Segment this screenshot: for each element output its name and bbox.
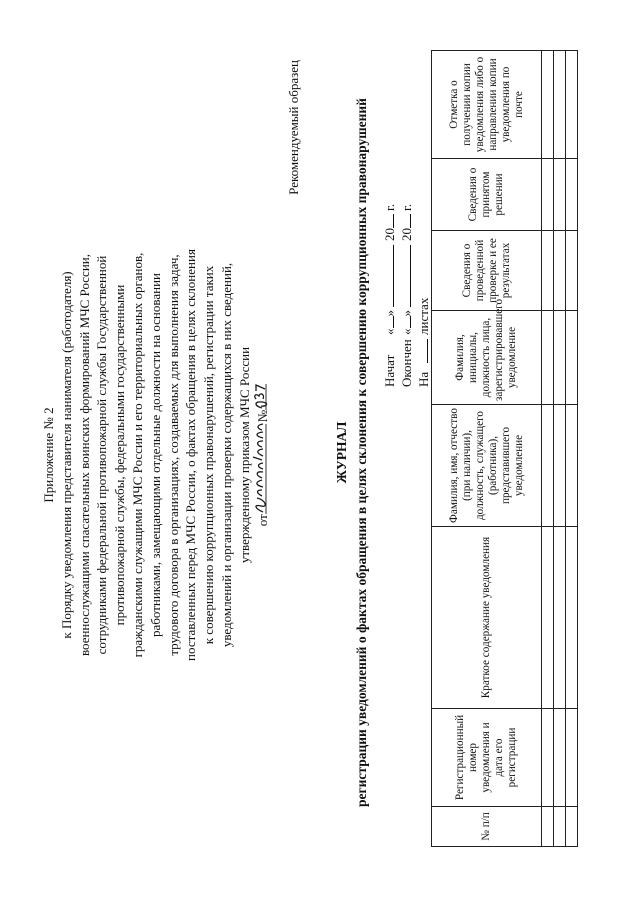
journal-table	[431, 50, 578, 847]
close-quote: »	[399, 310, 414, 317]
order-prefix: от	[254, 514, 270, 527]
table-cell[interactable]	[566, 231, 578, 311]
appendix-line: утвержденному приказом МЧС России	[236, 346, 252, 564]
day-blank	[381, 317, 394, 329]
table-cell[interactable]	[542, 807, 554, 847]
table-cell[interactable]	[554, 405, 566, 527]
table-cell[interactable]	[566, 807, 578, 847]
appendix-line: уведомлений и организации проверки содержащихся в них сведений,	[218, 262, 234, 648]
appendix-line: поставленных перед МЧС России, о фактах обращения в целях склонения	[183, 249, 199, 661]
appendix-line: Приложение № 2	[41, 407, 56, 503]
end-date-row	[398, 204, 415, 387]
column-header-registration: Регистрационный номер уведомления и дата его регистрации	[432, 709, 542, 807]
journal-title: ЖУРНАЛ	[334, 421, 349, 484]
table-cell[interactable]	[566, 405, 578, 527]
handwritten-order-date	[254, 422, 269, 514]
appendix-line: сотрудниками федеральной противопожарной службы Государственной	[94, 255, 110, 655]
table-cell[interactable]	[566, 709, 578, 807]
year-suffix: г.	[399, 203, 414, 211]
appendix-line: к Порядку уведомления представителя нанимателя (работодателя)	[58, 271, 74, 639]
table-cell[interactable]	[554, 709, 566, 807]
recommended-sample-label: Рекомендуемый образец	[286, 60, 301, 195]
table-cell[interactable]	[566, 159, 578, 231]
column-header-decision: Сведения о принятом решении	[432, 159, 542, 231]
table-cell[interactable]	[542, 527, 554, 709]
table-cell[interactable]	[554, 527, 566, 709]
year-blank	[398, 214, 411, 228]
table-cell[interactable]	[542, 311, 554, 405]
table-header-row	[432, 51, 542, 847]
column-header-summary: Краткое содержание уведомления	[432, 527, 542, 709]
century-text: 20	[399, 228, 414, 241]
sheets-suffix: листах	[416, 297, 431, 335]
table-cell[interactable]	[554, 807, 566, 847]
appendix-line: к совершению коррупционных правонарушений, регистрации таких	[201, 265, 217, 645]
appendix-line: работниками, замещающими отдельные должности на основании	[147, 273, 163, 638]
sheets-count-blank	[415, 339, 428, 363]
sheets-label: На	[416, 371, 431, 387]
table-cell[interactable]	[566, 51, 578, 159]
order-number-sign: №	[254, 409, 270, 423]
table-cell[interactable]	[542, 51, 554, 159]
journal-subtitle: регистрации уведомлений о фактах обращения в целях склонения к совершению коррупционных правонарушений	[354, 98, 369, 807]
table-cell[interactable]	[542, 405, 554, 527]
open-quote: «	[382, 328, 397, 335]
appendix-header	[40, 25, 271, 885]
start-date-row	[381, 204, 398, 387]
year-suffix: г.	[382, 203, 397, 211]
order-reference	[254, 25, 272, 885]
column-header-registrar: Фамилия, инициалы, должность лица, зарегистрировавшего уведомление	[432, 311, 542, 405]
handwritten-order-number	[254, 384, 269, 410]
column-header-inspection: Сведения о проведенной проверке и ее результатах	[432, 231, 542, 311]
table-cell[interactable]	[542, 709, 554, 807]
table-row	[554, 51, 566, 847]
month-blank	[398, 245, 411, 307]
table-cell[interactable]	[554, 159, 566, 231]
table-cell[interactable]	[554, 231, 566, 311]
appendix-line: трудового договора в организациях, создаваемых для выполнения задач,	[165, 254, 181, 656]
year-blank	[381, 214, 394, 228]
table-cell[interactable]	[542, 159, 554, 231]
table-row	[566, 51, 578, 847]
table-cell[interactable]	[554, 51, 566, 159]
close-quote: »	[382, 310, 397, 317]
journal-dates-block	[381, 204, 432, 387]
column-header-copy-mark: Отметка о получении копии уведомления либо о направлении копии уведомления по почте	[432, 51, 542, 159]
table-cell[interactable]	[542, 231, 554, 311]
month-blank	[381, 245, 394, 307]
sheets-row	[415, 204, 432, 387]
column-header-submitter: Фамилия, имя, отчество (при наличии), должность, служащего (работника), представившего уведомление	[432, 405, 542, 527]
appendix-line: противопожарной службы, федеральными государственными	[112, 284, 128, 626]
appendix-line: гражданскими служащими МЧС России и его территориальных органов,	[129, 252, 145, 658]
end-label: Окончен	[399, 339, 414, 387]
open-quote: «	[399, 328, 414, 335]
start-label: Начат	[382, 354, 397, 387]
table-cell[interactable]	[566, 311, 578, 405]
table-cell[interactable]	[566, 527, 578, 709]
column-header-number: № п/п	[432, 807, 542, 847]
appendix-line: военнослужащими спасательных воинских формирований МЧС России,	[76, 254, 92, 657]
century-text: 20	[382, 228, 397, 241]
table-row	[542, 51, 554, 847]
table-cell[interactable]	[554, 311, 566, 405]
day-blank	[398, 317, 411, 329]
